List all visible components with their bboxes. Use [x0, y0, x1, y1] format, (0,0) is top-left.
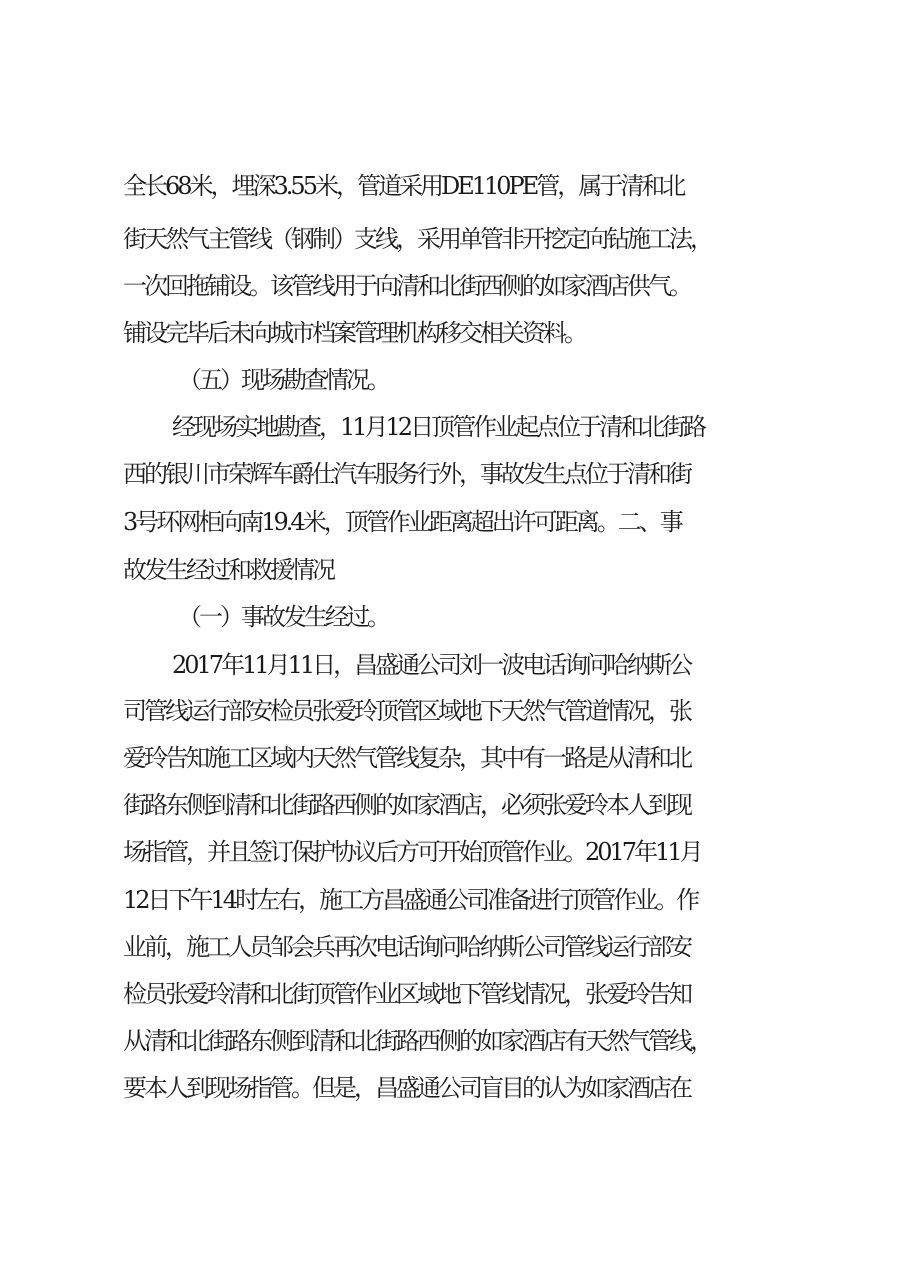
- paragraph-line-15: 场指管，并且签订保护协议后方可开始顶管作业。2017年11月: [123, 838, 701, 866]
- paragraph-line-2: 街天然气主管线（钢制）支线，采用单管非开挖定向钻施工法，: [123, 225, 711, 253]
- paragraph-line-14: 街路东侧到清和北街路西侧的如家酒店，必须张爱玲本人到现: [123, 791, 690, 819]
- paragraph-line-20: 要本人到现场指管。但是，昌盛通公司盲目的认为如家酒店在: [123, 1074, 690, 1102]
- paragraph-line-13: 爱玲告知施工区域内天然气管线复杂，其中有一路是从清和北: [123, 744, 690, 772]
- paragraph-line-19: 从清和北街路东侧到清和北街路西侧的如家酒店有天然气管线，: [123, 1027, 711, 1055]
- paragraph-line-1: 全长68米，埋深3.55米，管道采用DE110PE管，属于清和北: [123, 172, 684, 200]
- paragraph-line-8: 3号环网柜向南19.4米，顶管作业距离超出许可距离。二、事: [123, 508, 681, 536]
- paragraph-line-12: 司管线运行部安检员张爱玲顶管区域地下天然气管道情况，张: [123, 697, 690, 725]
- section-heading-5: （五）现场勘查情况。: [178, 366, 388, 394]
- paragraph-line-6: 经现场实地勘查，11月12日顶管作业起点位于清和北街路: [172, 413, 705, 441]
- paragraph-line-18: 检员张爱玲清和北街顶管作业区域地下管线情况，张爱玲告知: [123, 980, 690, 1008]
- paragraph-line-7: 西的银川市荣辉车爵仕汽车服务行外，事故发生点位于清和街: [123, 460, 690, 488]
- paragraph-line-16: 12日下午14时左右，施工方昌盛通公司准备进行顶管作业。作: [123, 886, 698, 914]
- paragraph-line-4: 铺设完毕后未向城市档案管理机构移交相关资料。: [123, 319, 585, 347]
- paragraph-line-11: 2017年11月11日，昌盛通公司刘一波电话询问哈纳斯公: [172, 651, 691, 679]
- paragraph-line-17: 业前，施工人员邹会兵再次电话询问哈纳斯公司管线运行部安: [123, 933, 690, 961]
- paragraph-line-9: 故发生经过和救援情况: [123, 556, 333, 584]
- paragraph-line-3: 一次回拖铺设。该管线用于向清和北街西侧的如家酒店供气。: [123, 272, 690, 300]
- section-heading-1: （一）事故发生经过。: [178, 603, 388, 631]
